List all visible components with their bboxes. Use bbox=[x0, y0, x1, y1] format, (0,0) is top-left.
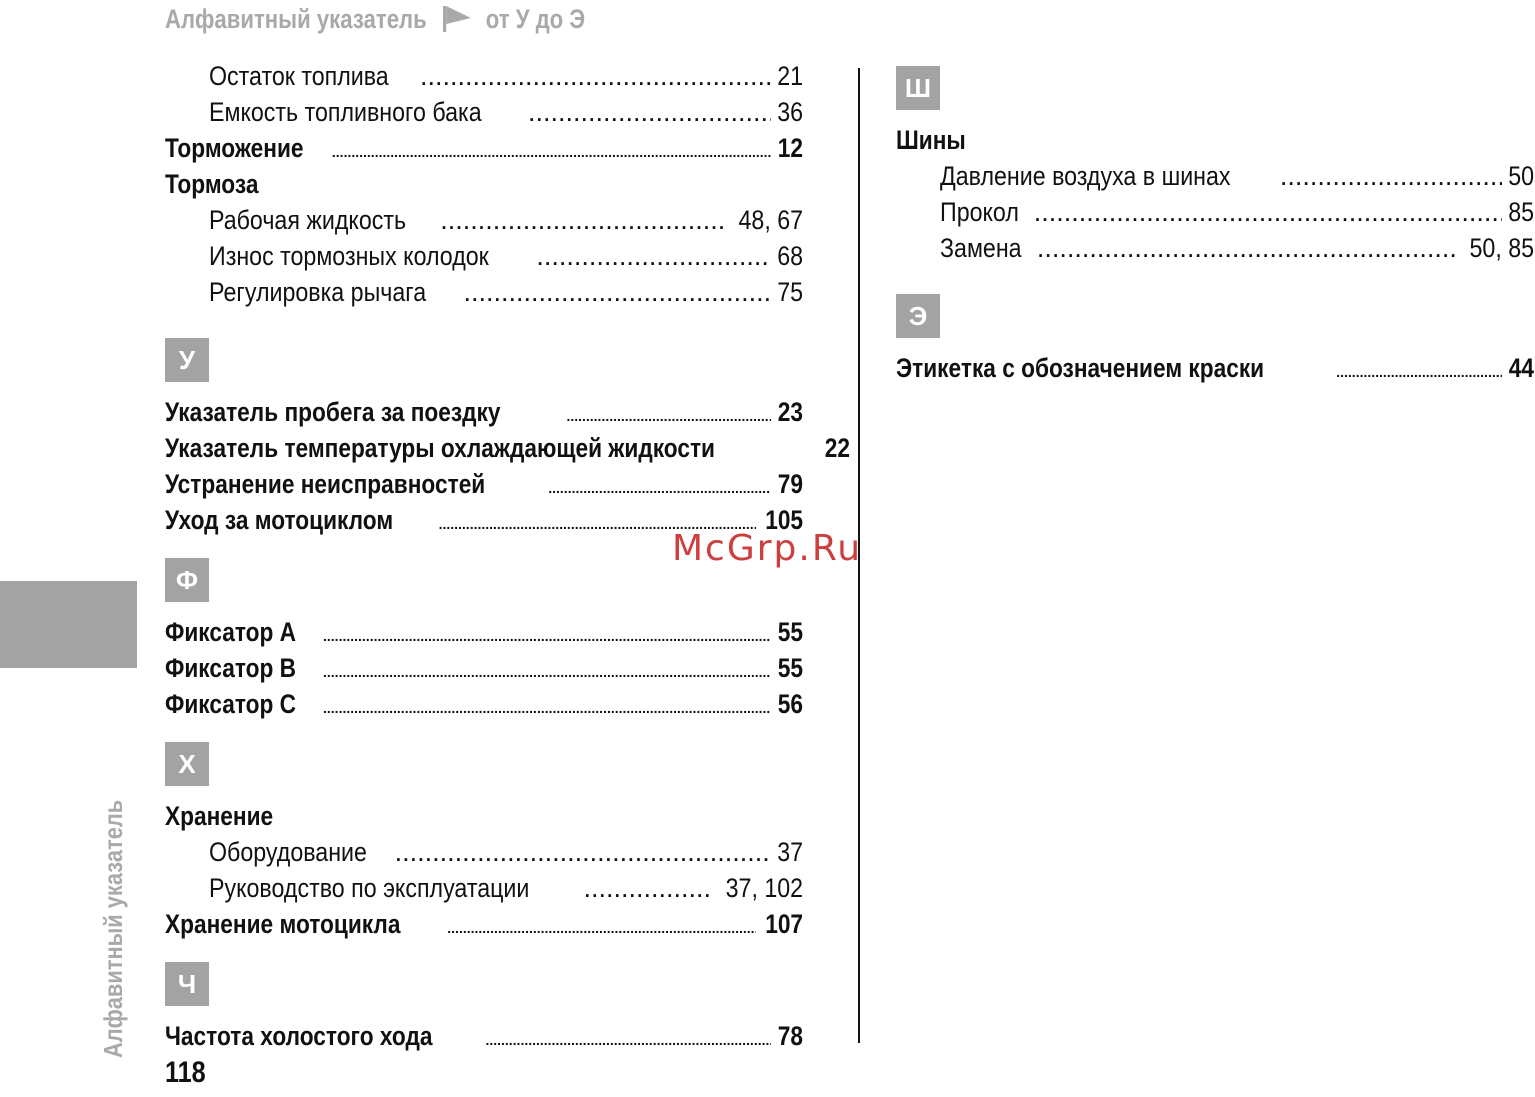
flag-icon bbox=[443, 6, 471, 32]
entry-label: Износ тормозных колодок bbox=[209, 241, 489, 271]
side-chapter-title: Алфавитный указатель bbox=[98, 799, 128, 1058]
index-subentry bbox=[896, 158, 1534, 194]
index-entry bbox=[165, 650, 803, 686]
dot-leader bbox=[1280, 158, 1502, 194]
entry-label: Устранение неисправностей bbox=[165, 469, 486, 499]
entry-page: 44 bbox=[1508, 353, 1534, 383]
entry-label: Указатель температуры охлаждающей жидкости bbox=[165, 433, 716, 463]
header-title: Алфавитный указатель bbox=[165, 3, 427, 34]
entry-page: 48, 67 bbox=[738, 205, 803, 235]
index-heading: Шины bbox=[896, 125, 966, 155]
index-entry bbox=[165, 94, 803, 130]
entry-page: 107 bbox=[765, 909, 803, 939]
dot-leader bbox=[464, 274, 771, 310]
section-letter-u: У bbox=[165, 338, 209, 382]
entry-label: Фиксатор A bbox=[165, 617, 297, 647]
entry-label: Фиксатор B bbox=[165, 653, 297, 683]
entry-page: 12 bbox=[777, 133, 803, 163]
index-subentry bbox=[165, 870, 803, 906]
entry-page: 68 bbox=[777, 241, 803, 271]
entry-label: Руководство по эксплуатации bbox=[209, 873, 530, 903]
entry-label: Емкость топливного бака bbox=[209, 97, 482, 127]
entry-page: 85 bbox=[1508, 197, 1534, 227]
section-letter-ch: Ч bbox=[165, 962, 209, 1006]
entry-label: Давление воздуха в шинах bbox=[940, 161, 1231, 191]
entry-page: 55 bbox=[777, 617, 803, 647]
entry-label: Хранение мотоцикла bbox=[165, 909, 401, 939]
entry-page: 22 bbox=[824, 433, 850, 463]
entry-label: Рабочая жидкость bbox=[209, 205, 407, 235]
dot-leader bbox=[323, 618, 771, 654]
entry-page: 75 bbox=[777, 277, 803, 307]
entry-page: 55 bbox=[777, 653, 803, 683]
entry-label: Оборудование bbox=[209, 837, 367, 867]
page-number: 118 bbox=[165, 1056, 206, 1089]
entry-label: Прокол bbox=[940, 197, 1019, 227]
dot-leader bbox=[548, 470, 771, 506]
dot-leader bbox=[566, 398, 771, 434]
dot-leader bbox=[1336, 354, 1502, 390]
header-range: от У до Э bbox=[485, 3, 586, 34]
section-letter-e: Э bbox=[896, 294, 940, 338]
index-subentry bbox=[165, 202, 803, 238]
dot-leader bbox=[440, 202, 726, 238]
entry-page: 105 bbox=[765, 505, 803, 535]
entry-page: 50, 85 bbox=[1469, 233, 1534, 263]
entry-label: Фиксатор C bbox=[165, 689, 297, 719]
entry-label: Торможение bbox=[165, 133, 304, 163]
index-subentry bbox=[165, 274, 803, 310]
entry-page: 23 bbox=[777, 397, 803, 427]
entry-page: 37, 102 bbox=[725, 873, 803, 903]
section-letter-h: Х bbox=[165, 742, 209, 786]
index-subentry bbox=[165, 834, 803, 870]
index-column-right bbox=[896, 66, 1534, 386]
entry-label: Уход за мотоциклом bbox=[165, 505, 394, 535]
entry-page: 78 bbox=[777, 1021, 803, 1051]
index-entry bbox=[896, 350, 1534, 386]
dot-leader bbox=[528, 94, 771, 130]
index-entry bbox=[165, 906, 803, 942]
dot-leader bbox=[584, 870, 711, 906]
entry-label: Остаток топлива bbox=[209, 61, 389, 91]
entry-label: Частота холостого хода bbox=[165, 1021, 433, 1051]
chapter-tab bbox=[0, 581, 137, 668]
running-header bbox=[165, 0, 585, 38]
entry-page: 79 bbox=[777, 469, 803, 499]
entry-label: Этикетка с обозначением краски bbox=[896, 353, 1265, 383]
dot-leader bbox=[485, 1022, 771, 1058]
dot-leader bbox=[420, 58, 771, 94]
index-heading: Тормоза bbox=[165, 169, 259, 199]
index-entry bbox=[165, 614, 803, 650]
index-entry bbox=[165, 130, 803, 166]
section-letter-sh: Ш bbox=[896, 66, 940, 110]
watermark: McGrp.Ru bbox=[672, 528, 863, 569]
entry-label: Замена bbox=[940, 233, 1022, 263]
dot-leader bbox=[1034, 194, 1502, 230]
index-heading: Хранение bbox=[165, 801, 274, 831]
entry-page: 37 bbox=[777, 837, 803, 867]
dot-leader bbox=[536, 238, 771, 274]
entry-page: 21 bbox=[777, 61, 803, 91]
dot-leader bbox=[1037, 230, 1457, 266]
entry-page: 56 bbox=[777, 689, 803, 719]
entry-page: 36 bbox=[777, 97, 803, 127]
index-entry bbox=[165, 466, 803, 502]
entry-label: Регулировка рычага bbox=[209, 277, 427, 307]
index-entry bbox=[165, 686, 803, 722]
entry-page: 50 bbox=[1508, 161, 1534, 191]
dot-leader bbox=[323, 654, 771, 690]
dot-leader bbox=[332, 134, 771, 170]
index-entry bbox=[165, 430, 850, 466]
index-entry bbox=[165, 394, 803, 430]
index-subentry bbox=[896, 194, 1534, 230]
entry-label: Указатель пробега за поездку bbox=[165, 397, 501, 427]
dot-leader bbox=[447, 910, 756, 946]
section-letter-f: Ф bbox=[165, 558, 209, 602]
index-entry bbox=[165, 1018, 803, 1054]
index-subentry bbox=[896, 230, 1534, 266]
dot-leader bbox=[395, 834, 771, 870]
index-entry bbox=[165, 58, 803, 94]
index-subentry bbox=[165, 238, 803, 274]
dot-leader bbox=[323, 690, 771, 726]
